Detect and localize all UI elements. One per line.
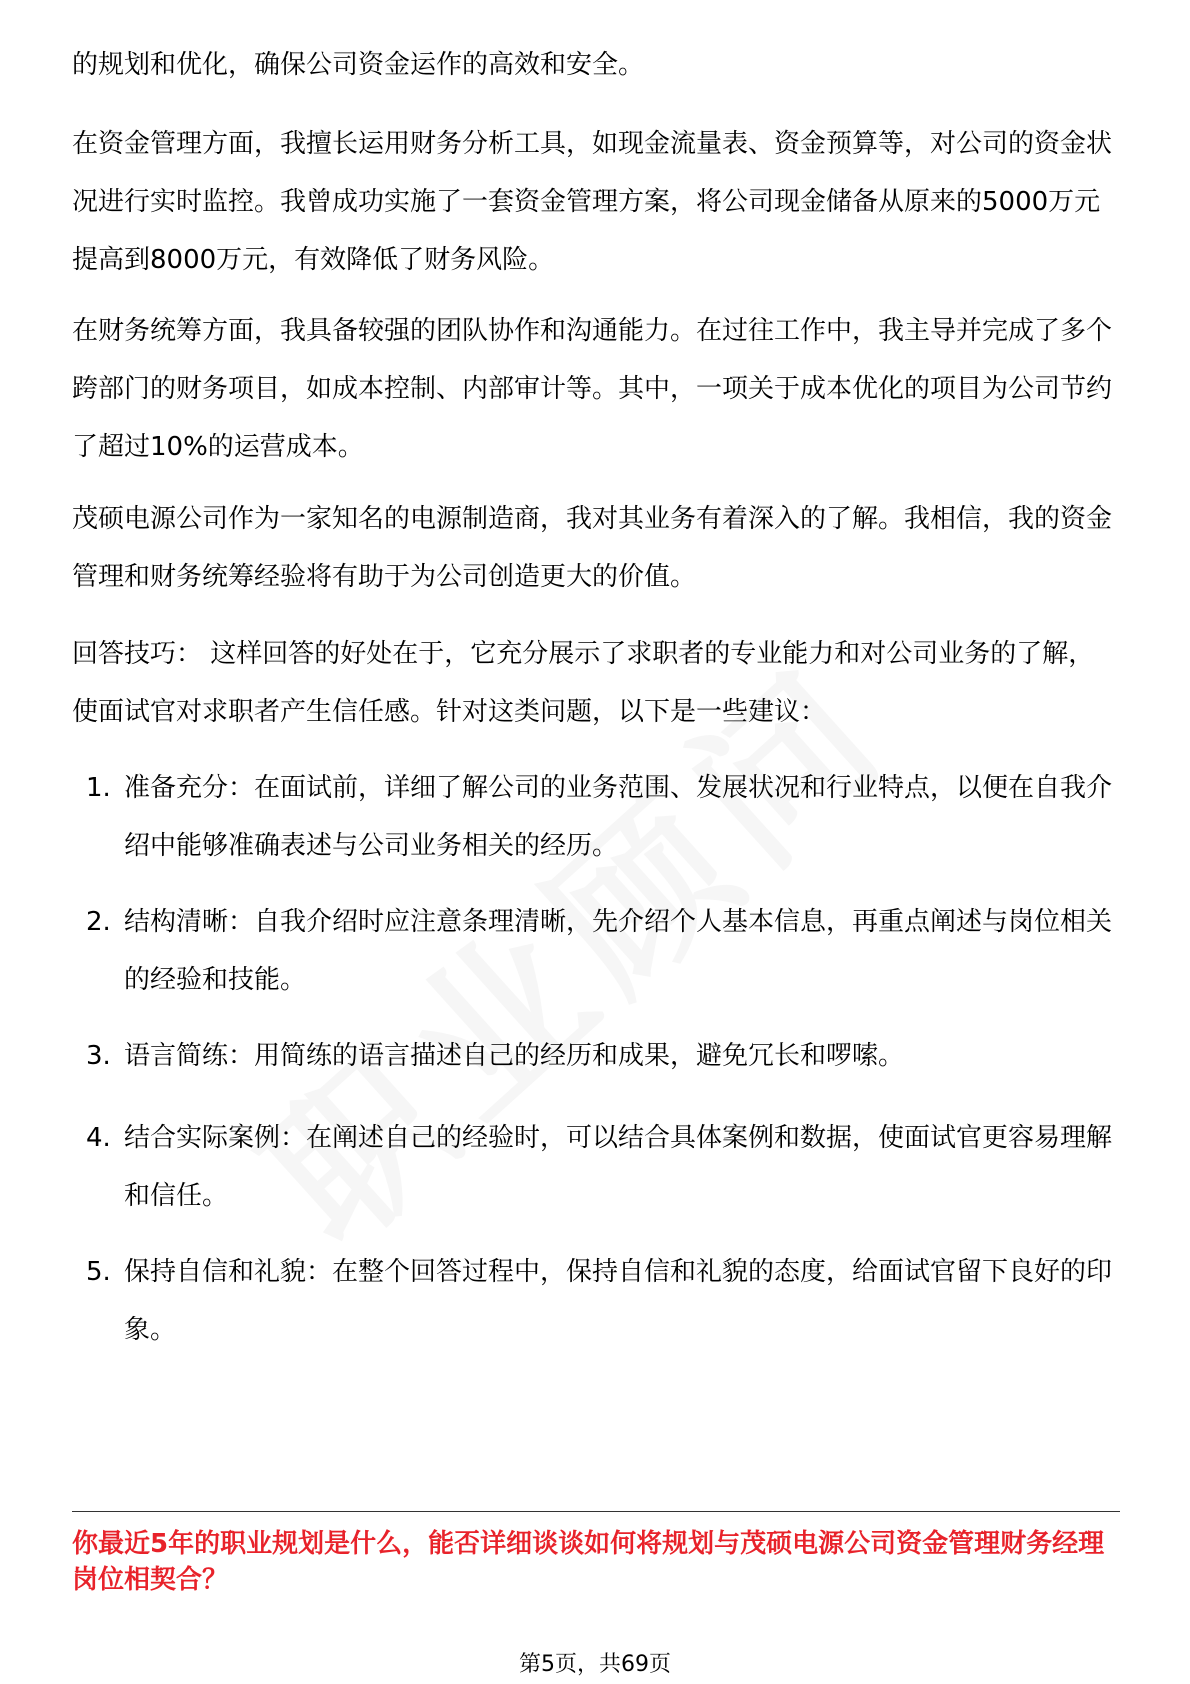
paragraph-company-understanding: 茂硕电源公司作为一家知名的电源制造商，我对其业务有着深入的了解。我相信，我的资金管理和财务统筹经验将有助于为公司创造更大的价值。 — [72, 504, 1113, 592]
list-text: 结构清晰：自我介绍时应注意条理清晰，先介绍个人基本信息，再重点阐述与岗位相关的经验和技能。 — [124, 907, 1113, 995]
list-item — [72, 1027, 1120, 1085]
paragraph-financial-planning: 在财务统筹方面，我具备较强的团队协作和沟通能力。在过往工作中，我主导并完成了多个跨部门的财务项目，如成本控制、内部审计等。其中，一项关于成本优化的项目为公司节约了超过10%的运营成本。 — [72, 316, 1113, 462]
list-item — [72, 893, 1120, 1009]
paragraph-intro-continuation: 的规划和优化，确保公司资金运作的高效和安全。 — [72, 50, 645, 80]
list-number: 1. — [86, 773, 111, 803]
list-text: 语言简练：用简练的语言描述自己的经历和成果，避免冗长和啰嗦。 — [124, 1041, 905, 1071]
list-text: 准备充分：在面试前，详细了解公司的业务范围、发展状况和行业特点，以便在自我介绍中能够准确表述与公司业务相关的经历。 — [124, 773, 1113, 861]
list-number: 2. — [86, 907, 111, 937]
list-number: 3. — [86, 1041, 111, 1071]
list-number: 5. — [86, 1257, 111, 1287]
section-divider — [72, 1511, 1120, 1512]
list-text: 结合实际案例：在阐述自己的经验时，可以结合具体案例和数据，使面试官更容易理解和信任。 — [124, 1123, 1113, 1211]
document-page — [72, 0, 1120, 1684]
paragraph-answer-tips: 回答技巧： 这样回答的好处在于，它充分展示了求职者的专业能力和对公司业务的了解，使面试官对求职者产生信任感。针对这类问题，以下是一些建议： — [72, 639, 1095, 727]
list-number: 4. — [86, 1123, 111, 1153]
list-item — [72, 759, 1120, 875]
list-item — [72, 1243, 1120, 1359]
page-number-footer: 第5页，共69页 — [519, 1652, 671, 1677]
list-item — [72, 1109, 1120, 1225]
paragraph-fund-management: 在资金管理方面，我擅长运用财务分析工具，如现金流量表、资金预算等，对公司的资金状况进行实时监控。我曾成功实施了一套资金管理方案，将公司现金储备从原来的5000万元提高到8000万元，有效降低了财务风险。 — [72, 129, 1113, 275]
next-question-heading: 你最近5年的职业规划是什么，能否详细谈谈如何将规划与茂硕电源公司资金管理财务经理岗位相契合？ — [72, 1529, 1105, 1595]
list-text: 保持自信和礼貌：在整个回答过程中，保持自信和礼貌的态度，给面试官留下良好的印象。 — [124, 1257, 1113, 1345]
